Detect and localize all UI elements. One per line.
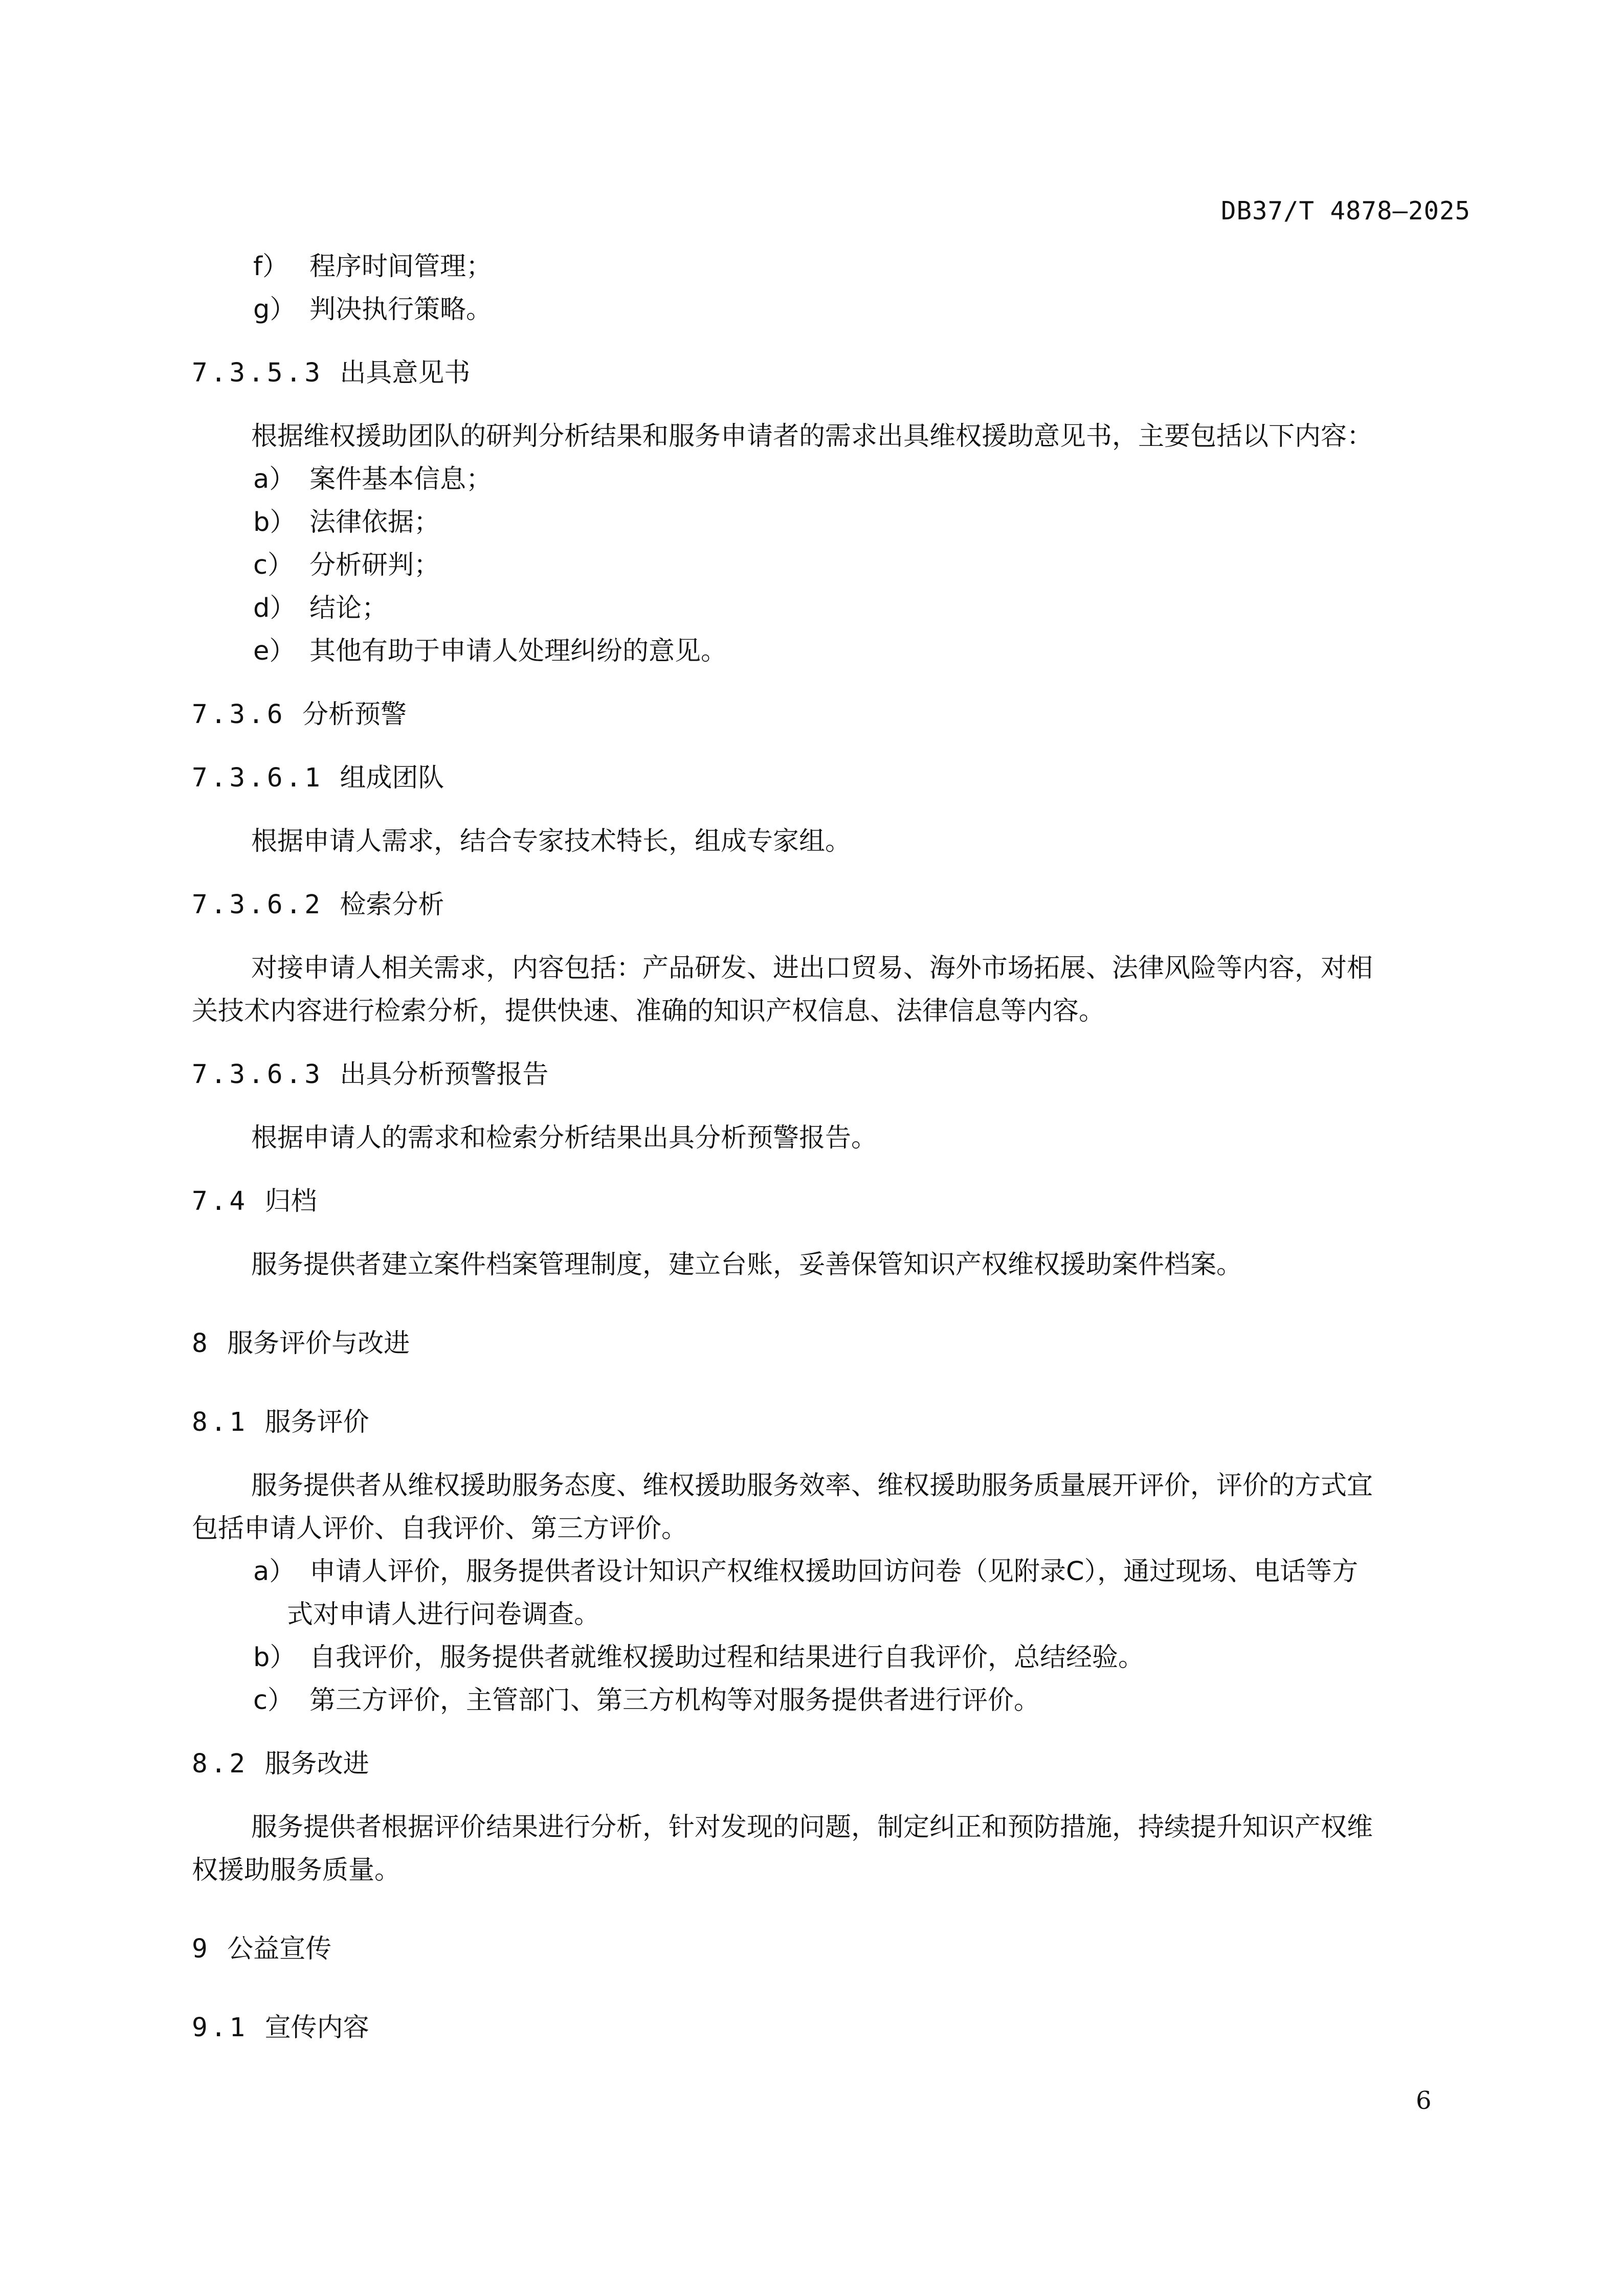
paragraph-line: 对接申请人相关需求，内容包括：产品研发、进出口贸易、海外市场拓展、法律风险等内容，对相	[251, 953, 1373, 983]
list-item-b	[192, 1636, 1471, 1679]
heading-9-1	[192, 2007, 1471, 2050]
paragraph-line: 关技术内容进行检索分析，提供快速、准确的知识产权信息、法律信息等内容。	[192, 996, 1105, 1026]
section-title: 出具分析预警报告	[340, 1060, 549, 1090]
section-title: 服务评价	[264, 1407, 369, 1437]
heading-7-3-6	[192, 693, 1471, 736]
heading-7-3-5-3	[192, 352, 1471, 395]
page-number: 6	[1416, 2086, 1432, 2115]
section-number: 7.3.6.2	[192, 890, 323, 920]
list-text: 法律依据；	[309, 507, 440, 537]
list-item-e	[192, 630, 1471, 673]
section-title: 分析预警	[302, 700, 407, 730]
list-text: 自我评价，服务提供者就维权援助过程和结果进行自我评价，总结经验。	[309, 1642, 1145, 1673]
list-text: 案件基本信息；	[309, 464, 493, 494]
list-text: 程序时间管理；	[309, 252, 493, 282]
heading-8	[192, 1322, 1471, 1365]
section-title: 宣传内容	[264, 2013, 369, 2043]
heading-7-3-6-2	[192, 884, 1471, 927]
paragraph: 根据申请人需求，结合专家技术特长，组成专家组。	[251, 826, 852, 857]
list-marker: f）	[253, 252, 288, 282]
list-item-g	[192, 288, 1471, 331]
list-item-a	[192, 458, 1471, 501]
section-title: 检索分析	[340, 890, 444, 920]
list-item-c	[192, 1679, 1471, 1722]
list-text: 申请人评价，服务提供者设计知识产权维权援助回访问卷（见附录C），通过现场、电话等方	[309, 1557, 1359, 1587]
section-number: 8.1	[192, 1407, 249, 1437]
list-item-f	[192, 245, 1471, 288]
heading-7-3-6-3	[192, 1053, 1471, 1096]
section-number: 7.3.6.3	[192, 1060, 323, 1090]
section-number: 7.3.6.1	[192, 763, 323, 793]
list-item-c	[192, 544, 1471, 587]
section-title: 归档	[264, 1186, 317, 1217]
list-item-a	[192, 1550, 1471, 1593]
paragraph-line: 服务提供者根据评价结果进行分析，针对发现的问题，制定纠正和预防措施，持续提升知识产权维	[251, 1812, 1373, 1842]
paragraph: 服务提供者建立案件档案管理制度，建立台账，妥善保管知识产权维权援助案件档案。	[251, 1250, 1243, 1280]
list-marker: b）	[253, 507, 296, 537]
list-marker: e）	[253, 636, 296, 666]
section-title: 服务评价与改进	[227, 1329, 410, 1359]
heading-8-1	[192, 1401, 1471, 1444]
heading-8-2	[192, 1743, 1471, 1786]
paragraph: 根据申请人的需求和检索分析结果出具分析预警报告。	[251, 1123, 878, 1153]
section-number: 7.3.6	[192, 700, 286, 730]
list-marker: a）	[253, 1557, 296, 1587]
paragraph: 根据维权援助团队的研判分析结果和服务申请者的需求出具维权援助意见书，主要包括以下内容：	[251, 421, 1373, 452]
paragraph-line: 包括申请人评价、自我评价、第三方评价。	[192, 1514, 688, 1544]
page-body	[192, 245, 1471, 2050]
list-text: 分析研判；	[309, 550, 440, 580]
paragraph-line: 服务提供者从维权援助服务态度、维权援助服务效率、维权援助服务质量展开评价，评价的方式宜	[251, 1471, 1373, 1501]
section-number: 7.3.5.3	[192, 358, 323, 388]
paragraph-line: 权援助服务质量。	[192, 1855, 401, 1885]
list-text: 其他有助于申请人处理纠纷的意见。	[309, 636, 727, 666]
list-marker: b）	[253, 1642, 296, 1673]
section-title: 组成团队	[340, 763, 444, 793]
section-number: 9	[192, 1934, 211, 1964]
document-code-header: DB37/T 4878—2025	[1220, 196, 1471, 226]
section-number: 8	[192, 1329, 211, 1359]
section-title: 公益宣传	[227, 1934, 332, 1964]
list-marker: c）	[253, 550, 294, 580]
section-number: 9.1	[192, 2013, 249, 2043]
list-text-continuation: 式对申请人进行问卷调查。	[287, 1600, 600, 1630]
list-text: 判决执行策略。	[309, 295, 493, 325]
list-item-d	[192, 587, 1471, 630]
section-title: 出具意见书	[340, 358, 471, 388]
list-marker: c）	[253, 1685, 294, 1716]
list-marker: a）	[253, 464, 296, 494]
list-marker: g）	[253, 295, 296, 325]
heading-7-3-6-1	[192, 757, 1471, 800]
section-title: 服务改进	[264, 1749, 369, 1779]
list-text: 第三方评价，主管部门、第三方机构等对服务提供者进行评价。	[309, 1685, 1040, 1716]
heading-7-4	[192, 1180, 1471, 1223]
list-marker: d）	[253, 593, 296, 623]
list-item-b	[192, 501, 1471, 544]
list-text: 结论；	[309, 593, 388, 623]
heading-9	[192, 1928, 1471, 1971]
section-number: 7.4	[192, 1186, 249, 1217]
section-number: 8.2	[192, 1749, 249, 1779]
